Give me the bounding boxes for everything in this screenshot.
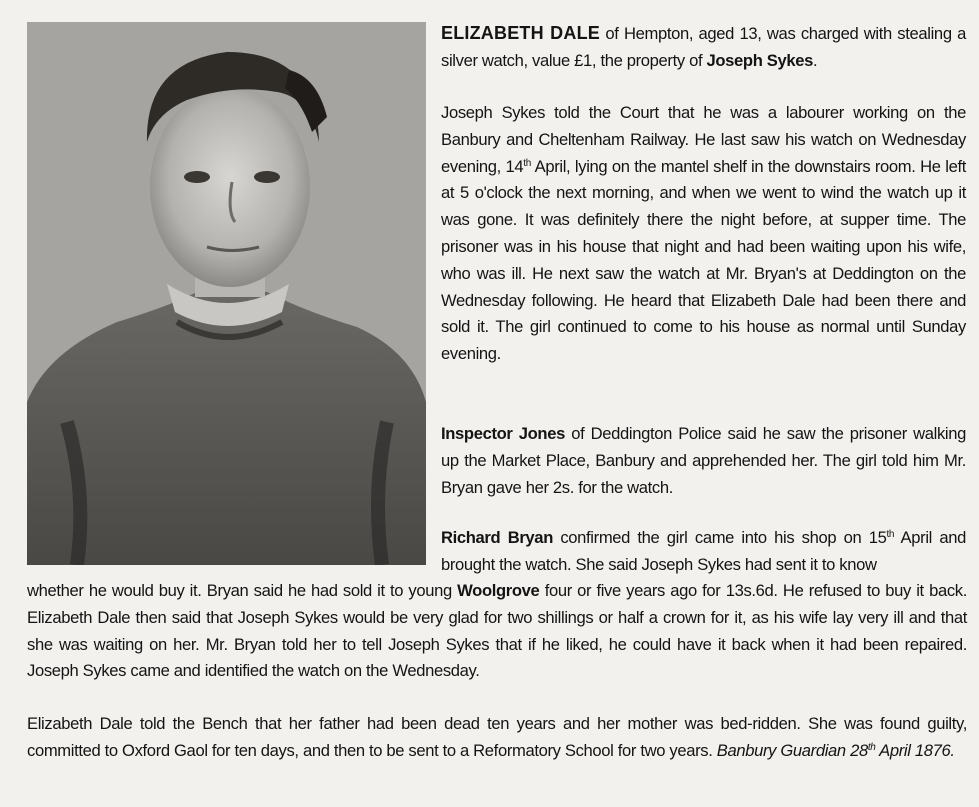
bryan-cont-a: whether he would buy it. Bryan said he had sold it to young [27,581,458,600]
sykes-text-b: April, lying on the mantel shelf in the downstairs room. He left at 5 o'clock the next morning, and when we went to wind the watch up it was gone. It was definitely there the night before, at supper time. The prisoner was in his house that night and had been waiting upon his wife, who was ill. He next saw the watch at Mr. Bryan's at Deddington on the Wednesday following. He heard that Elizabeth Dale had been there and sold it. The girl continued to come to his house as normal until Sunday evening. [441,156,966,364]
paragraph-intro [441,20,966,75]
source-citation [717,741,955,760]
bryan-cont-b: four or five years ago for 13s.6d. He refused to buy it back. Elizabeth Dale then said that Joseph Sykes would be very glad for two shillings or half a crown for it, as his wife lay very ill and that she was waiting on her. Mr. Bryan told her to tell Joseph Sykes that if he liked, he could have it back when it had been repaired. Joseph Sykes came and identified the watch on the Wednesday. [27,581,967,681]
source-sup: th [867,741,876,753]
owner-name: Joseph Sykes [706,50,813,70]
paragraph-bryan-start [441,525,966,579]
intro-end: . [812,50,818,70]
bryan-text-a: confirmed the girl came into his shop on 15 [552,528,887,547]
inspector-text: of Deddington Police said he saw the prisoner walking up the Market Place, Banbury and apprehended her. The girl told him Mr. Bryan gave her 2s. for the watch. [441,424,966,497]
inspector-name: Inspector Jones [441,424,565,443]
verdict-text: Elizabeth Dale told the Bench that her father had been dead ten years and her mother was bed-ridden. She was found guilty, committed to Oxford Gaol for ten days, and then to be sent to a Reformatory School for two years. [27,714,967,760]
bryan-text-b: April and brought the watch. She said Joseph Sykes had sent it to know [441,528,966,574]
intro-text: of Hempton, aged 13, was charged with stealing a silver watch, value £1, the property of [441,24,967,70]
sykes-text-a: Joseph Sykes told the Court that he was a labourer working on the Banbury and Cheltenham Railway. He last saw his watch on Wednesday evening, 14 [441,103,966,176]
source-b: April 1876. [875,740,955,760]
woolgrove-name: Woolgrove [457,581,540,600]
paragraph-bryan-continued [27,578,967,685]
paragraph-verdict [27,711,967,765]
sykes-sup: th [523,157,531,169]
paragraph-sykes-testimony [441,100,966,368]
portrait-photo-image [27,22,426,565]
bryan-name: Richard Bryan [441,528,553,547]
bryan-sup: th [886,529,895,540]
defendant-name: ELIZABETH DALE [441,23,600,43]
portrait-photo [27,22,426,565]
paragraph-inspector [441,421,966,501]
source-a: Banbury Guardian 28 [716,740,868,760]
